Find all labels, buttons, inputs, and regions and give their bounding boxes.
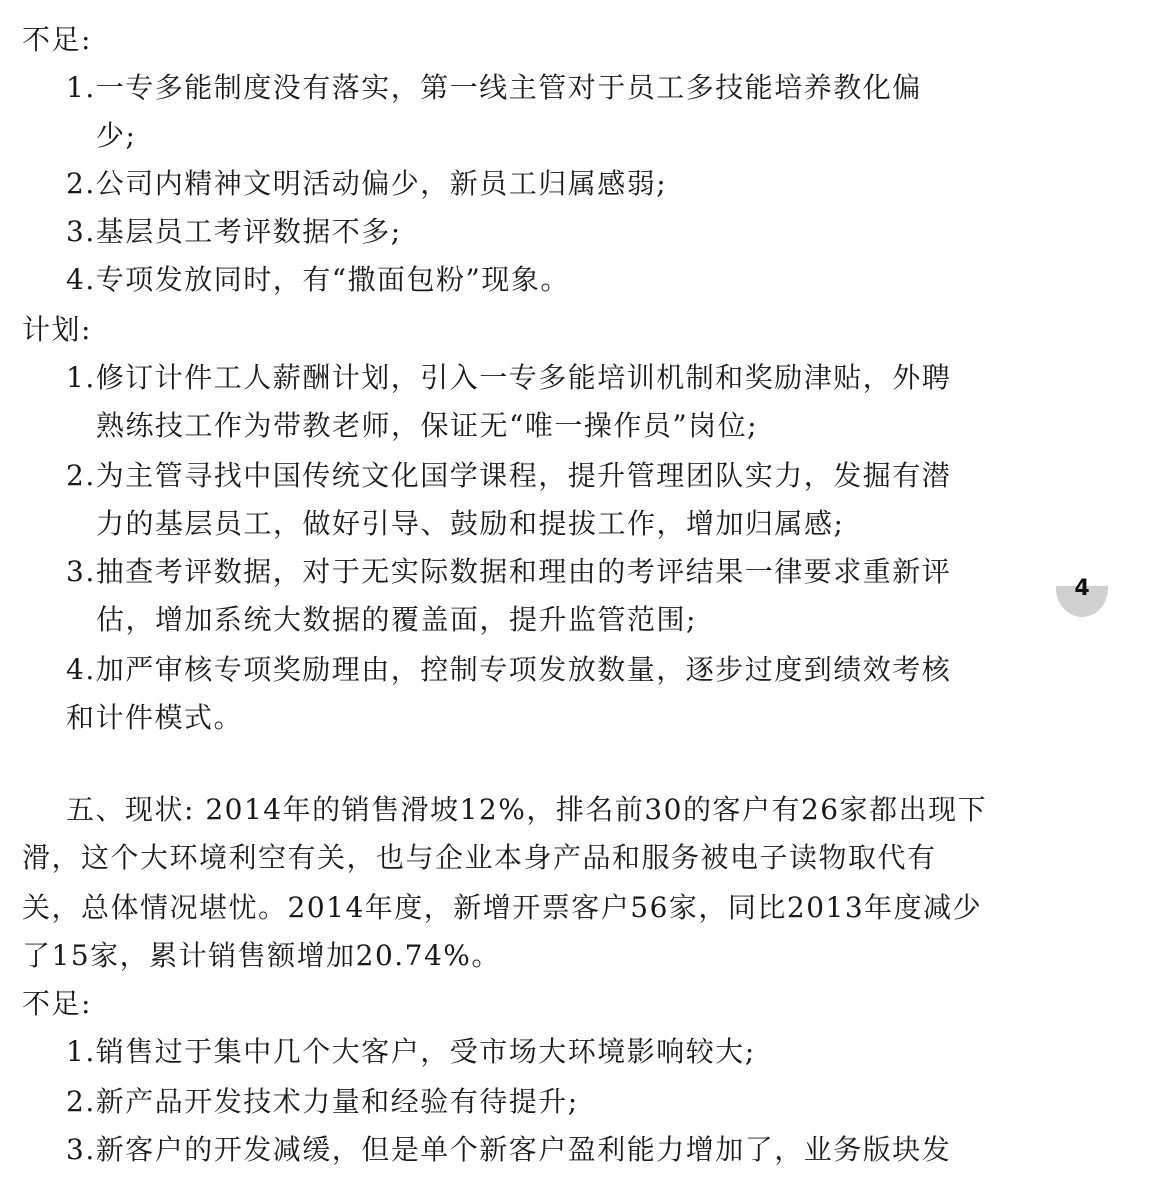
paragraph-line: 滑，这个大环境利空有关，也与企业本身产品和服务被电子读物取代有	[22, 841, 937, 874]
section-heading-shortcomings: 不足:	[22, 23, 92, 56]
list-item-continuation: 和计件模式。	[66, 701, 244, 734]
paragraph-line: 关，总体情况堪忧。2014年度，新增开票客户56家，同比2013年度减少	[22, 891, 983, 924]
list-item-continuation: 熟练技工作为带教老师，保证无“唯一操作员”岗位;	[96, 409, 759, 442]
list-item-continuation: 少;	[96, 119, 137, 152]
list-item: 3.基层员工考评数据不多;	[66, 215, 402, 248]
section-heading-plan: 计划:	[22, 313, 92, 346]
list-item-continuation: 力的基层员工，做好引导、鼓励和提拔工作，增加归属感;	[96, 507, 845, 540]
paragraph-line: 了15家，累计销售额增加20.74%。	[22, 939, 501, 972]
list-item: 2.公司内精神文明活动偏少，新员工归属感弱;	[66, 167, 668, 200]
list-item: 4.专项发放同时，有“撒面包粉”现象。	[66, 263, 570, 296]
page-number-badge	[1056, 559, 1108, 617]
list-item: 1.销售过于集中几个大客户，受市场大环境影响较大;	[66, 1035, 756, 1068]
list-item: 2.新产品开发技术力量和经验有待提升;	[66, 1085, 579, 1118]
list-item: 3.抽查考评数据，对于无实际数据和理由的考评结果一律要求重新评	[66, 555, 952, 588]
list-item-continuation: 估，增加系统大数据的覆盖面，提升监管范围;	[96, 603, 697, 636]
list-item: 4.加严审核专项奖励理由，控制专项发放数量，逐步过度到绩效考核	[66, 653, 952, 686]
list-item: 1.一专多能制度没有落实，第一线主管对于员工多技能培养教化偏	[66, 71, 922, 104]
paragraph-line: 五、现状: 2014年的销售滑坡12%，排名前30的客户有26家都出现下	[66, 793, 988, 826]
list-item: 2.为主管寻找中国传统文化国学课程，提升管理团队实力，发掘有潜	[66, 459, 952, 492]
section-heading-shortcomings-2: 不足:	[22, 987, 92, 1020]
page-number: 4	[1074, 575, 1090, 601]
list-item: 1.修订计件工人薪酬计划，引入一专多能培训机制和奖励津贴，外聘	[66, 361, 952, 394]
list-item: 3.新客户的开发减缓，但是单个新客户盈利能力增加了，业务版块发	[66, 1133, 952, 1166]
